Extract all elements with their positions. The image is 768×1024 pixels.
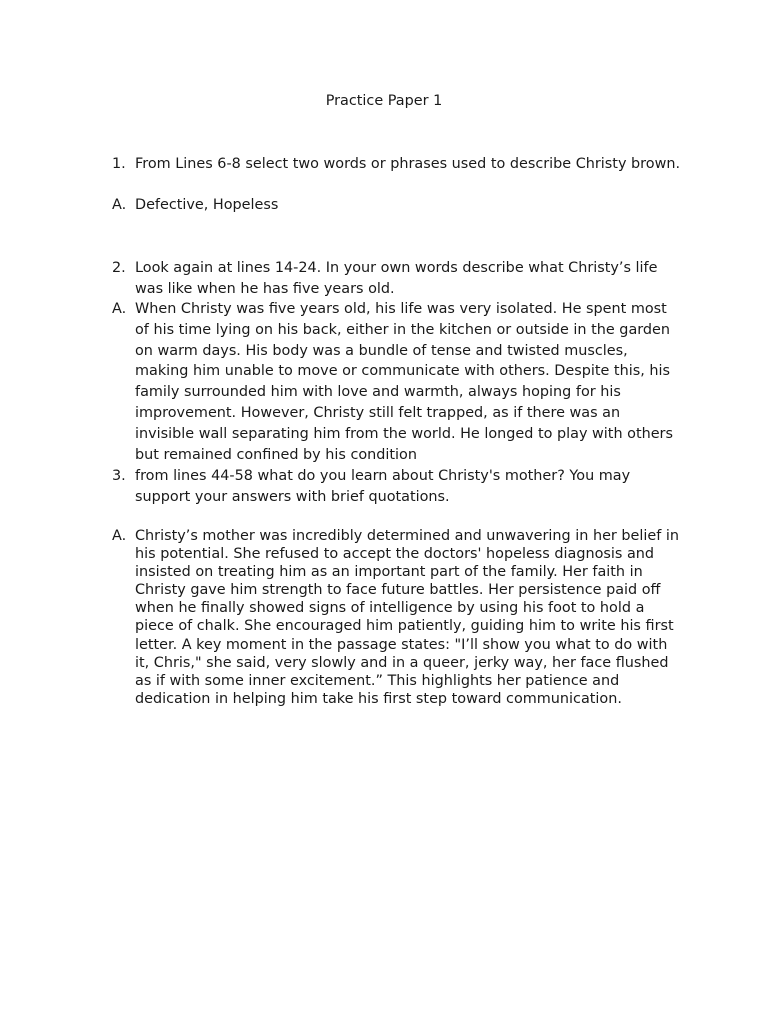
question-text: from lines 44-58 what do you learn about Christy's mother? You may support your answers with brief quotations.	[135, 468, 631, 505]
answer-text: Christy’s mother was incredibly determined and unwavering in her belief in his potential. She refused to accept the doctors' hopeless diagnosis and insisted on treating him as an important part of the family. Her faith in Christy gave him strength to face future battles. Her persistence paid off when he finally showed signs of intelligence by using his foot to hold a piece of chalk. She encouraged him patiently, guiding him to write his first letter. A key moment in the passage states: "I’ll show you what to do with it, Chris," she said, very slowly and in a queer, jerky way, her face flushed as if with some inner excitement.” This highlights her patience and dedication in helping him take his first step toward communication.	[135, 528, 680, 707]
question-text: From Lines 6-8 select two words or phrases used to describe Christy brown.	[135, 156, 681, 172]
item-marker: 1.	[112, 156, 126, 172]
document-title: Practice Paper 1	[325, 93, 443, 109]
answer-3	[112, 527, 682, 708]
item-marker: A.	[112, 528, 127, 544]
question-2	[112, 258, 682, 300]
answer-2	[112, 299, 682, 465]
item-marker: 2.	[112, 260, 126, 276]
answer-1	[112, 195, 682, 216]
item-marker: 3.	[112, 468, 126, 484]
question-3	[112, 466, 682, 508]
answer-text: Defective, Hopeless	[135, 197, 279, 213]
question-text: Look again at lines 14-24. In your own words describe what Christy’s life was like when he has five years old.	[135, 260, 658, 297]
question-1	[112, 154, 682, 175]
item-marker: A.	[112, 301, 127, 317]
answer-text: When Christy was five years old, his life was very isolated. He spent most of his time lying on his back, either in the kitchen or outside in the garden on warm days. His body was a bundle of tense and twisted muscles, making him unable to move or communicate with others. Despite this, his family surrounded him with love and warmth, always hoping for his improvement. However, Christy still felt trapped, as if there was an invisible wall separating him from the world. He longed to play with others but remained confined by his condition	[135, 301, 673, 463]
item-marker: A.	[112, 197, 127, 213]
